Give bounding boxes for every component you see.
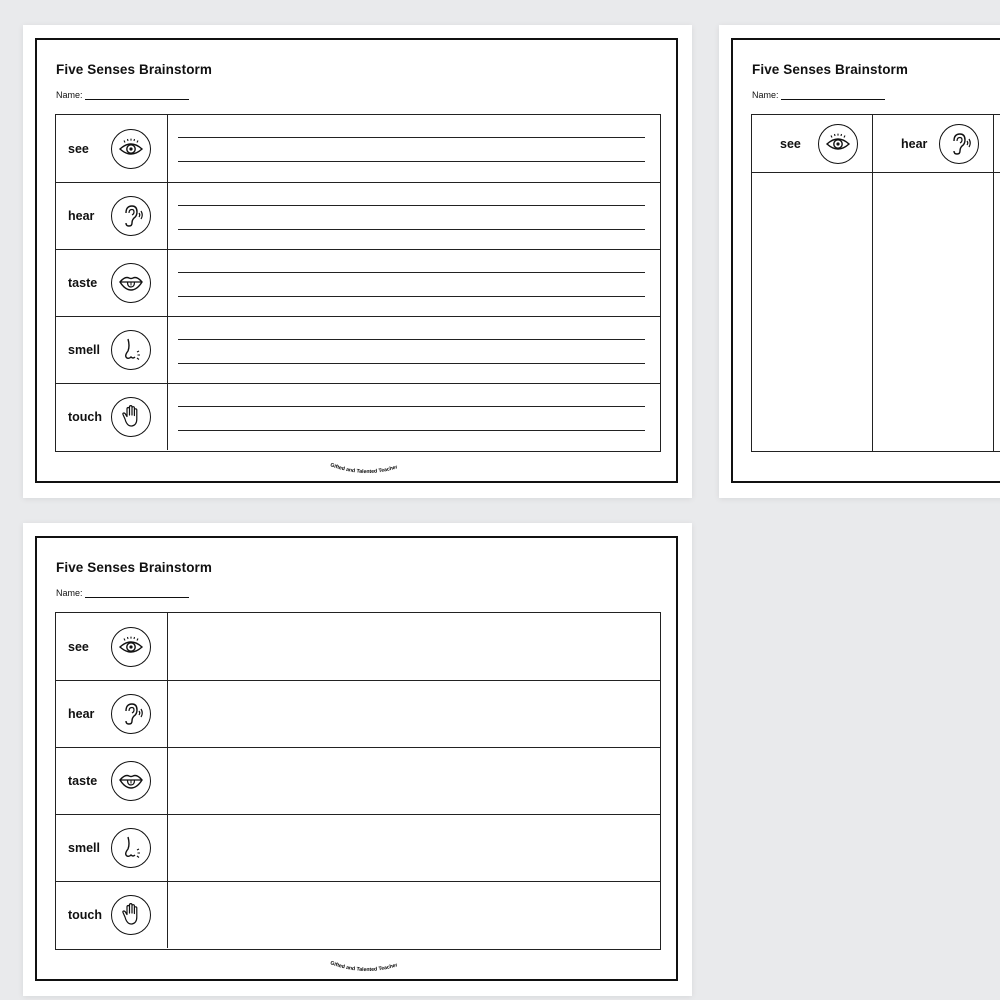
name-field bbox=[752, 90, 885, 100]
name-field bbox=[56, 588, 189, 598]
column-header bbox=[873, 115, 993, 173]
ear-icon bbox=[111, 694, 151, 734]
eye-icon bbox=[111, 129, 151, 169]
brand-text: Gifted and Talented Teacher bbox=[329, 462, 399, 476]
sense-label: touch bbox=[68, 410, 103, 424]
name-label: Name: bbox=[56, 588, 83, 598]
sense-row-touch bbox=[56, 881, 660, 948]
name-label: Name: bbox=[752, 90, 779, 100]
worksheet-blank bbox=[23, 523, 692, 996]
hand-icon bbox=[111, 397, 151, 437]
brand-text: Gifted and Talented Teacher bbox=[329, 960, 399, 974]
worksheet-columns bbox=[719, 25, 1000, 498]
sense-column-hear bbox=[873, 115, 994, 451]
sense-label: hear bbox=[68, 707, 95, 721]
sense-row-smell bbox=[56, 814, 660, 881]
name-blank-line bbox=[781, 90, 885, 100]
sense-row-touch bbox=[56, 383, 660, 450]
eye-icon bbox=[111, 627, 151, 667]
sense-row-smell bbox=[56, 316, 660, 383]
sense-row-taste bbox=[56, 249, 660, 316]
name-blank-line bbox=[85, 588, 189, 598]
nose-icon bbox=[111, 330, 151, 370]
writing-line bbox=[178, 406, 645, 407]
sense-label: touch bbox=[68, 908, 103, 922]
sense-header bbox=[56, 748, 168, 814]
writing-line bbox=[178, 229, 645, 230]
sense-header bbox=[56, 183, 168, 249]
sense-header bbox=[56, 115, 168, 182]
eye-icon bbox=[818, 124, 858, 164]
writing-line bbox=[178, 205, 645, 206]
svg-text:Gifted and Talented Teacher bbox=[329, 462, 398, 475]
worksheet-title: Five Senses Brainstorm bbox=[752, 62, 909, 77]
sense-label: taste bbox=[68, 276, 98, 290]
sense-row-see bbox=[56, 613, 660, 680]
worksheet-title: Five Senses Brainstorm bbox=[56, 560, 213, 575]
sense-header bbox=[56, 613, 168, 680]
sense-header bbox=[56, 681, 168, 747]
sense-label: taste bbox=[68, 774, 98, 788]
senses-column-table bbox=[751, 114, 1000, 452]
worksheet-lined bbox=[23, 25, 692, 498]
senses-table bbox=[55, 114, 661, 452]
sense-label: see bbox=[780, 136, 801, 151]
writing-line bbox=[178, 339, 645, 340]
sense-header bbox=[56, 384, 168, 450]
brand-logo bbox=[327, 462, 407, 482]
sense-label: smell bbox=[68, 841, 100, 855]
ear-icon bbox=[939, 124, 979, 164]
writing-line bbox=[178, 430, 645, 431]
worksheet-border bbox=[35, 536, 678, 981]
sense-row-hear bbox=[56, 680, 660, 747]
sense-row-hear bbox=[56, 182, 660, 249]
writing-line bbox=[178, 137, 645, 138]
writing-line bbox=[178, 363, 645, 364]
worksheet-title: Five Senses Brainstorm bbox=[56, 62, 213, 77]
mouth-icon bbox=[111, 263, 151, 303]
writing-line bbox=[178, 161, 645, 162]
sense-header bbox=[56, 882, 168, 948]
sense-column-partial bbox=[994, 115, 1000, 451]
writing-line bbox=[178, 296, 645, 297]
svg-text:Gifted and Talented Teacher bbox=[329, 960, 398, 973]
brand-logo bbox=[327, 960, 407, 980]
sense-label: see bbox=[68, 141, 89, 156]
name-blank-line bbox=[85, 90, 189, 100]
mouth-icon bbox=[111, 761, 151, 801]
sense-header bbox=[56, 250, 168, 316]
column-header bbox=[994, 115, 1000, 173]
sense-row-taste bbox=[56, 747, 660, 814]
name-field bbox=[56, 90, 189, 100]
sense-label: smell bbox=[68, 343, 100, 357]
sense-column-see bbox=[752, 115, 873, 451]
name-label: Name: bbox=[56, 90, 83, 100]
sense-row-see bbox=[56, 115, 660, 182]
writing-line bbox=[178, 272, 645, 273]
sense-label: see bbox=[68, 639, 89, 654]
column-header bbox=[752, 115, 872, 173]
nose-icon bbox=[111, 828, 151, 868]
sense-header bbox=[56, 317, 168, 383]
hand-icon bbox=[111, 895, 151, 935]
ear-icon bbox=[111, 196, 151, 236]
sense-header bbox=[56, 815, 168, 881]
senses-table bbox=[55, 612, 661, 950]
sense-label: hear bbox=[68, 209, 95, 223]
worksheet-border bbox=[35, 38, 678, 483]
sense-label: hear bbox=[901, 136, 928, 151]
worksheet-border bbox=[731, 38, 1000, 483]
